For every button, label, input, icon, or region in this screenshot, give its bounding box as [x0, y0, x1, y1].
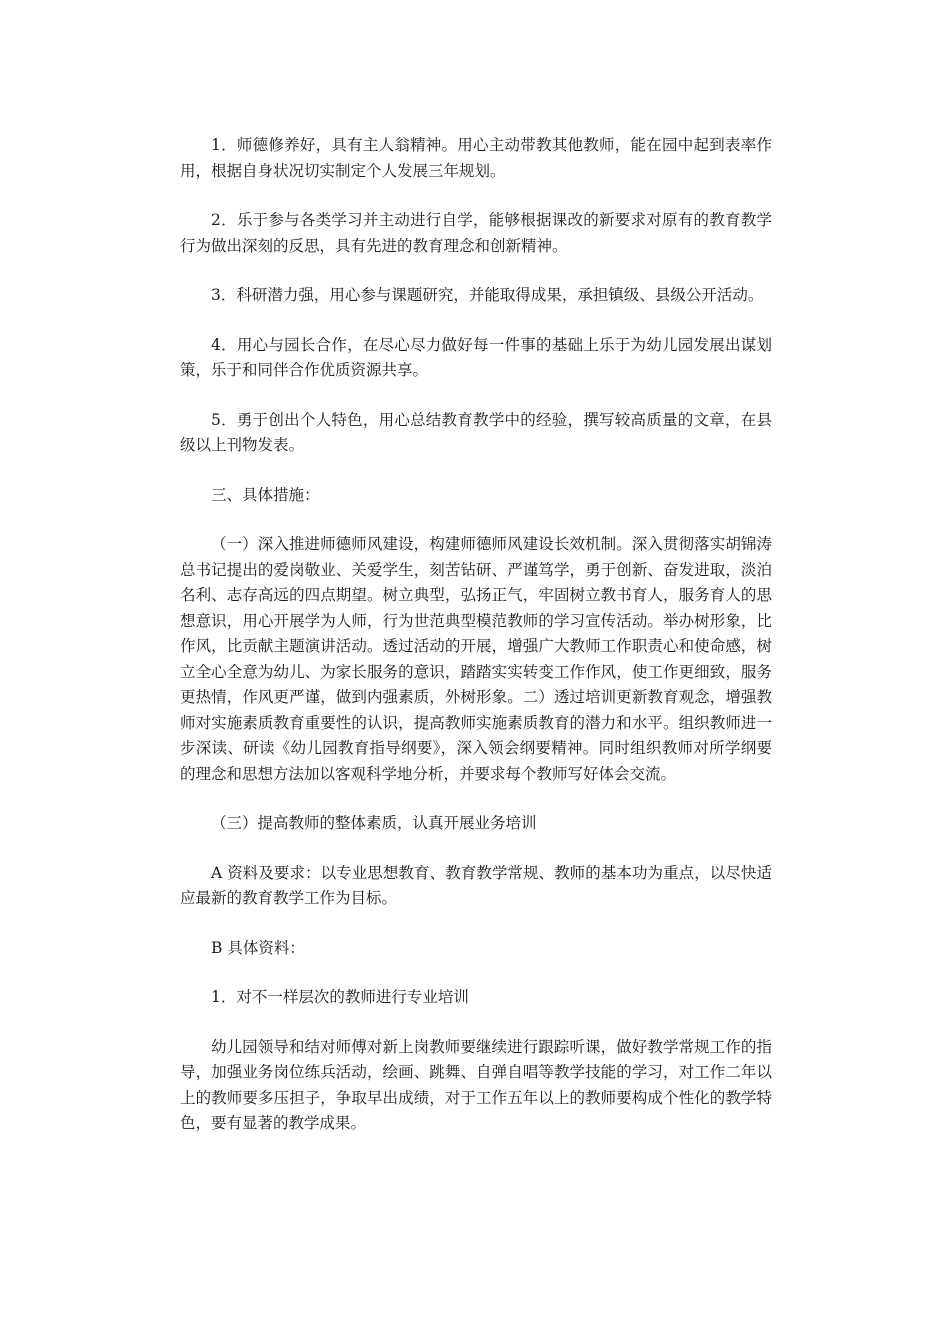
subheading-specific-materials: B 具体资料：	[211, 938, 305, 957]
paragraph-item-2: 2．乐于参与各类学习并主动进行自学，能够根据课改的新要求对原有的教育教学行为做出深刻的反思，具有先进的教育理念和创新精神。	[180, 211, 772, 255]
section-heading-measures: 三、具体措施：	[211, 485, 320, 504]
subheading-level-training: 1．对不一样层次的教师进行专业培训	[211, 988, 469, 1006]
paragraph-item-5: 5．勇于创出个人特色，用心总结教育教学中的经验，撰写较高质量的文章，在县级以上刊物发表。	[180, 410, 772, 454]
paragraph-materials-requirements: A 资料及要求：以专业思想教育、教育教学常规、教师的基本功为重点，以尽快适应最新的教育教学工作为目标。	[180, 863, 772, 907]
paragraph-ethics-training: （一）深入推进师德师风建设，构建师德师风建设长效机制。深入贯彻落实胡锦涛总书记提出的爱岗敬业、关爱学生，刻苦钻研、严谨笃学，勇于创新、奋发进取，淡泊名利、志存高远的四点期望。树立典型，弘扬正气，牢固树立教书育人，服务育人的思想意识，用心开展学为人师，行为世范典型模范教师的学习宣传活动。举办树形象，比作风，比贡献主题演讲活动。透过活动的开展，增强广大教师工作职责心和使命感，树立全心全意为幼儿、为家长服务的意识，踏踏实实转变工作作风，使工作更细致，服务更热情，作风更严谨，做到内强素质，外树形象。二）透过培训更新教育观念，增强教师对实施素质教育重要性的认识，提高教师实施素质教育的潜力和水平。组织教师进一步深读、研读《幼儿园教育指导纲要》，深入领会纲要精神。同时组织教师对所学纲要的理念和思想方法加以客观科学地分析，并要求每个教师写好体会交流。	[180, 535, 772, 783]
subheading-quality-training: （三）提高教师的整体素质，认真开展业务培训	[211, 814, 537, 832]
document-body	[180, 133, 772, 1161]
paragraph-leadership-mentoring: 幼儿园领导和结对师傅对新上岗教师要继续进行跟踪听课，做好教学常规工作的指导，加强业务岗位练兵活动，绘画、跳舞、自弹自唱等教学技能的学习，对工作二年以上的教师要多压担子，争取早出成绩，对于工作五年以上的教师要构成个性化的教学特色，要有显著的教学成果。	[180, 1037, 772, 1132]
paragraph-item-4: 4．用心与园长合作，在尽心尽力做好每一件事的基础上乐于为幼儿园发展出谋划策，乐于和同伴合作优质资源共享。	[180, 335, 772, 379]
paragraph-item-1: 1．师德修养好，具有主人翁精神。用心主动带教其他教师，能在园中起到表率作用，根据自身状况切实制定个人发展三年规划。	[180, 136, 772, 180]
paragraph-item-3: 3．科研潜力强，用心参与课题研究，并能取得成果，承担镇级、县级公开活动。	[211, 286, 764, 304]
